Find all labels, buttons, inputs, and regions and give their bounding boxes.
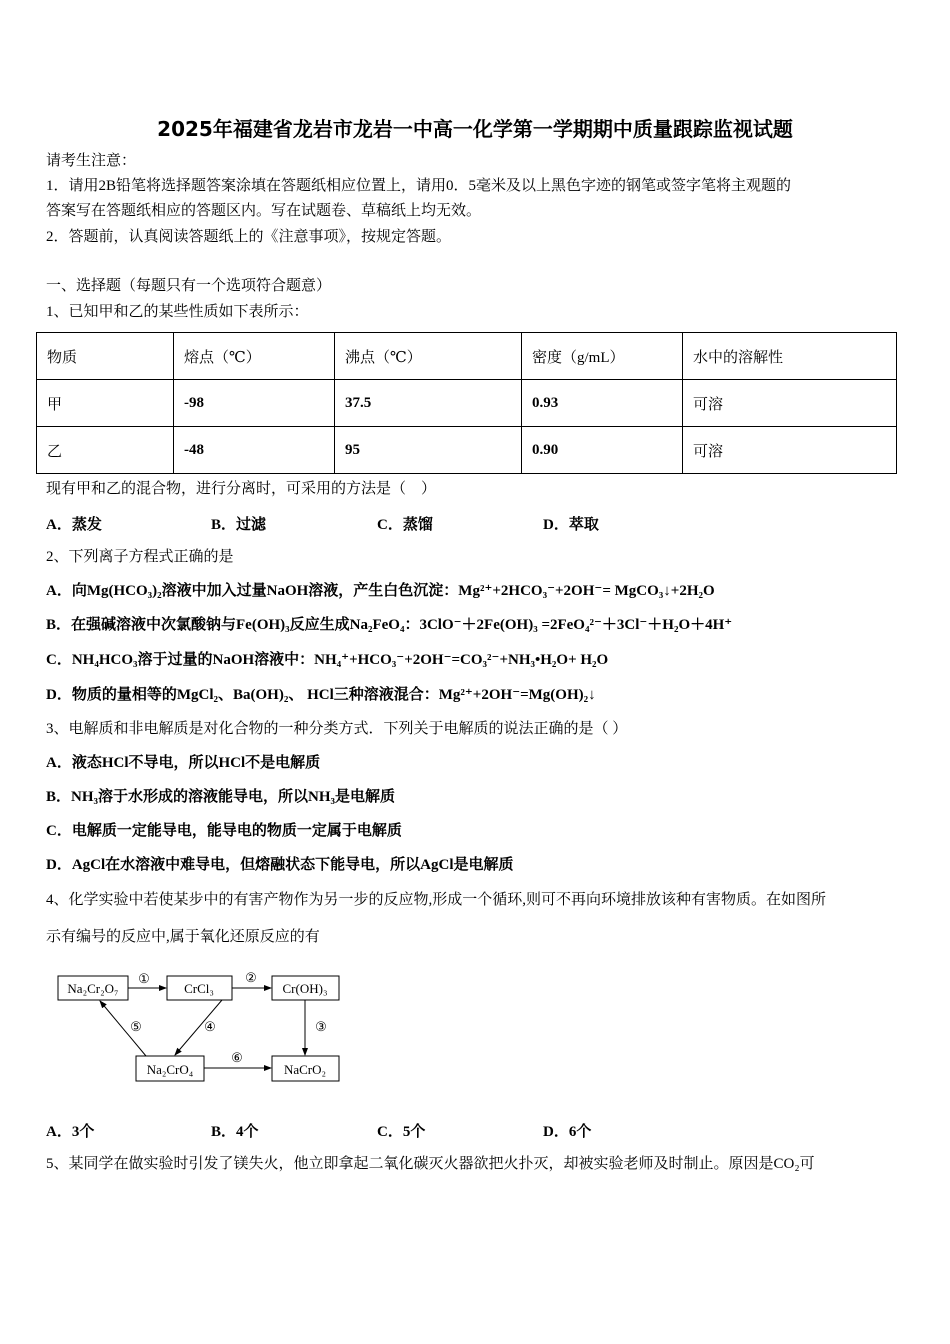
table-header: 沸点（℃） [335,333,522,380]
option-b: B．过滤 [211,517,267,533]
question-stem: 示有编号的反应中,属于氧化还原反应的有 [46,929,320,945]
table-header: 物质 [37,333,174,380]
step-label: ③ [315,1019,327,1034]
table-cell: 可溶 [683,427,897,474]
option-d: D．AgCl在水溶液中难导电，但熔融状态下能导电，所以AgCl是电解质 [46,857,514,873]
question-stem: 5、某同学在做实验时引发了镁失火，他立即拿起二氧化碳灭火器欲把火扑灭，却被实验老师及时制止。原因是CO₂可 [46,1156,815,1172]
option-c: C．5个 [377,1124,426,1140]
step-label: ⑥ [231,1050,243,1065]
properties-table [36,332,897,474]
question-stem: 4、化学实验中若使某步中的有害产物作为另一步的反应物,形成一个循环,则可不再向环境排放该种有害物质。在如图所 [46,892,827,908]
table-cell: 0.90 [522,427,683,474]
table-cell: 37.5 [335,380,522,427]
table-header: 密度（g/mL） [522,333,683,380]
node-label: Na₂CrO₄ [146,1062,194,1077]
node-label: NaCrO₂ [283,1062,327,1077]
option-c: C．电解质一定能导电，能导电的物质一定属于电解质 [46,823,402,839]
table-cell: 乙 [37,427,174,474]
option-b: B．4个 [211,1124,259,1140]
notice-line: 2．答题前，认真阅读答题纸上的《注意事项》，按规定答题。 [46,229,452,245]
table-header-row [37,333,897,380]
table-cell: 甲 [37,380,174,427]
notice-line: 1．请用2B铅笔将选择题答案涂填在答题纸相应位置上，请用0．5毫米及以上黑色字迹的钢笔或签字笔将主观题的 [46,178,792,194]
page-title: 2025年福建省龙岩市龙岩一中高一化学第一学期期中质量跟踪监视试题 [157,117,793,141]
table-cell: -48 [174,427,335,474]
table-cell: -98 [174,380,335,427]
question-stem: 1、已知甲和乙的某些性质如下表所示： [46,304,309,320]
reaction-cycle-diagram [50,965,350,1090]
node-label: Na₂Cr₂O₇ [67,981,119,996]
notice-heading: 请考生注意： [46,153,137,169]
option-d: D．6个 [543,1124,592,1140]
option-a: A．3个 [46,1124,95,1140]
step-label: ⑤ [130,1019,142,1034]
table-row [37,427,897,474]
step-label: ② [245,970,257,985]
section-heading: 一、选择题（每题只有一个选项符合题意） [46,278,332,294]
option-c: C．NH₄HCO₃溶于过量的NaOH溶液中：NH₄⁺+HCO₃⁻+2OH⁻=CO₃²⁻+NH₃•H₂O+ H₂O [46,652,609,668]
option-a: A．蒸发 [46,517,102,533]
step-label: ① [138,971,150,986]
node-label: CrCl₃ [184,981,214,996]
table-cell: 95 [335,427,522,474]
table-header: 熔点（℃） [174,333,335,380]
question-stem: 3、电解质和非电解质是对化合物的一种分类方式．下列关于电解质的说法正确的是（ ） [46,721,628,737]
notice-line: 答案写在答题纸相应的答题区内。写在试题卷、草稿纸上均无效。 [46,203,482,219]
table-row [37,380,897,427]
node-label: Cr(OH)₃ [282,981,328,996]
option-a: A．向Mg(HCO₃)₂溶液中加入过量NaOH溶液，产生白色沉淀：Mg²⁺+2HCO₃⁻+2OH⁻= MgCO₃↓+2H₂O [46,583,715,599]
step-label: ④ [204,1019,216,1034]
option-d: D．物质的量相等的MgCl₂、Ba(OH)₂、 HCl三种溶液混合：Mg²⁺+2OH⁻=Mg(OH)₂↓ [46,687,596,703]
option-a: A．液态HCl不导电，所以HCl不是电解质 [46,755,321,771]
table-header: 水中的溶解性 [683,333,897,380]
option-c: C．蒸馏 [377,517,433,533]
option-d: D．萃取 [543,517,599,533]
option-b: B．在强碱溶液中次氯酸钠与Fe(OH)₃反应生成Na₂FeO₄：3ClO⁻＋2Fe(OH)₃ =2FeO₄²⁻＋3Cl⁻＋H₂O＋4H⁺ [46,617,733,633]
table-cell: 0.93 [522,380,683,427]
table-cell: 可溶 [683,380,897,427]
question-text: 现有甲和乙的混合物，进行分离时，可采用的方法是（ ） [46,481,437,497]
option-b: B．NH₃溶于水形成的溶液能导电，所以NH₃是电解质 [46,789,396,805]
question-stem: 2、下列离子方程式正确的是 [46,549,234,565]
